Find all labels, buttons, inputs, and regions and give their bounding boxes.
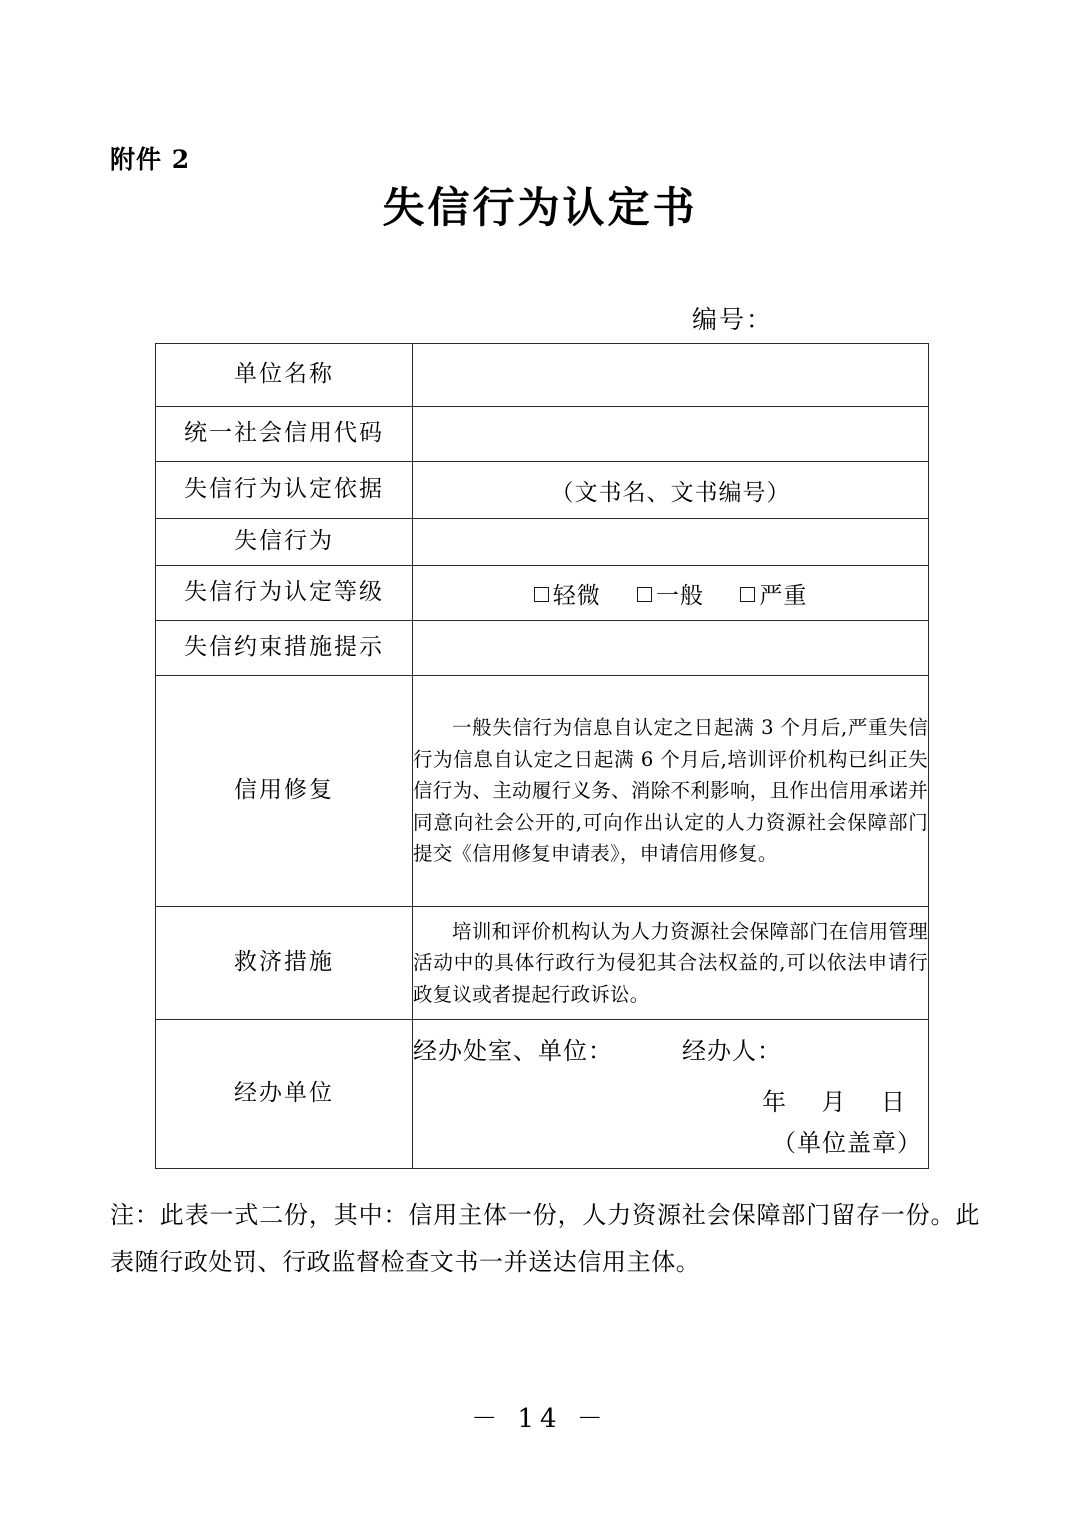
row-value-basis[interactable]: （文书名、文书编号） bbox=[413, 462, 929, 519]
handler-office-and-person-line[interactable]: 经办处室、单位： 经办人： bbox=[413, 1036, 783, 1065]
table-row bbox=[156, 907, 929, 1020]
row-value-level bbox=[413, 566, 929, 621]
row-value-handling-unit bbox=[413, 1020, 929, 1169]
table-row bbox=[156, 621, 929, 676]
table-row bbox=[156, 407, 929, 462]
table-row bbox=[156, 1020, 929, 1169]
checkbox-label-general: 一般 bbox=[656, 582, 704, 609]
handler-seal-line: （单位盖章） bbox=[772, 1128, 922, 1157]
row-label-relief-measures: 救济措施 bbox=[156, 907, 413, 1020]
checkbox-icon[interactable] bbox=[740, 587, 755, 602]
row-value-restraint-measures[interactable] bbox=[413, 621, 929, 676]
recognition-form-table bbox=[155, 343, 929, 1169]
row-label-credit-repair: 信用修复 bbox=[156, 676, 413, 907]
level-checkbox-group bbox=[413, 577, 928, 610]
row-label-unit-name: 单位名称 bbox=[156, 344, 413, 407]
row-value-relief-measures bbox=[413, 907, 929, 1020]
checkbox-option-general[interactable] bbox=[637, 577, 704, 610]
relief-measures-paragraph: 培训和评价机构认为人力资源社会保障部门在信用管理活动中的具体行政行为侵犯其合法权益的,可以依法申请行政复议或者提起行政诉讼。 bbox=[413, 919, 928, 1006]
row-value-credit-repair bbox=[413, 676, 929, 907]
page-title: 失信行为认定书 bbox=[382, 183, 698, 232]
row-label-level: 失信行为认定等级 bbox=[156, 566, 413, 621]
table-row bbox=[156, 566, 929, 621]
row-label-handling-unit: 经办单位 bbox=[156, 1020, 413, 1169]
row-label-dishonest-act: 失信行为 bbox=[156, 519, 413, 566]
row-label-restraint-measures: 失信约束措施提示 bbox=[156, 621, 413, 676]
checkbox-icon[interactable] bbox=[637, 587, 652, 602]
checkbox-icon[interactable] bbox=[534, 587, 549, 602]
row-label-credit-code: 统一社会信用代码 bbox=[156, 407, 413, 462]
checkbox-option-minor[interactable] bbox=[534, 577, 601, 610]
credit-repair-paragraph: 一般失信行为信息自认定之日起满 3 个月后,严重失信行为信息自认定之日起满 6 个月后,培训评价机构已纠正失信行为、主动履行义务、消除不利影响，且作出信用承诺并同意向社会公开的,可向作出认定的人力资源社会保障部门提交《信用修复申请表》，申请信用修复。 bbox=[413, 716, 928, 866]
page-number: － 14 － bbox=[471, 1404, 609, 1434]
table-row bbox=[156, 519, 929, 566]
row-value-dishonest-act[interactable] bbox=[413, 519, 929, 566]
handler-date-line[interactable]: 年 月 日 bbox=[761, 1087, 906, 1116]
checkbox-label-minor: 轻微 bbox=[552, 582, 601, 609]
row-value-credit-code[interactable] bbox=[413, 407, 929, 462]
attachment-label: 附件 2 bbox=[110, 145, 191, 174]
footer-note: 注：此表一式二份，其中：信用主体一份，人力资源社会保障部门留存一份。此表随行政处罚、行政监督检查文书一并送达信用主体。 bbox=[110, 1201, 980, 1276]
table-row bbox=[156, 462, 929, 519]
row-label-basis: 失信行为认定依据 bbox=[156, 462, 413, 519]
checkbox-label-severe: 严重 bbox=[759, 582, 808, 609]
serial-number-label: 编号： bbox=[691, 305, 773, 334]
table-row bbox=[156, 344, 929, 407]
row-value-unit-name[interactable] bbox=[413, 344, 929, 407]
checkbox-option-severe[interactable] bbox=[740, 577, 807, 610]
table-row bbox=[156, 676, 929, 907]
